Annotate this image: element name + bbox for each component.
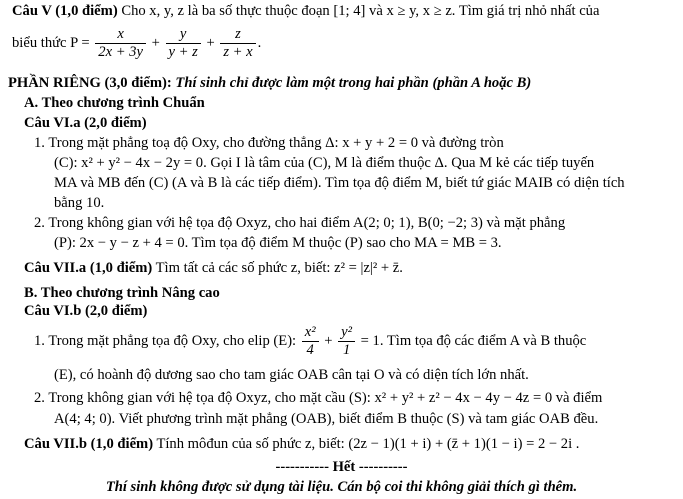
q7a-text: Tìm tất cả các số phức z, biết: z² = |z|² + z̄. [152,260,403,276]
rieng-heading [8,74,531,92]
q6b-p2-line2: A(4; 4; 0). Viết phương trình mặt phẳng (OAB), biết điểm B thuộc (S) và tam giác OAB đều. [54,411,599,427]
rieng-text: Thí sinh chỉ được làm một trong hai phần (phần A hoặc B) [171,75,532,91]
q5-line1 [12,2,599,20]
footer-note: Thí sinh không được sử dụng tài liệu. Cán bộ coi thi không giải thích gì thêm. [105,479,578,495]
q6b-p2-line1: 2. Trong không gian với hệ tọa độ Oxyz, cho mặt cầu (S): x² + y² + z² − 4x − 4y − 4z = 0 và điểm [34,390,603,406]
ellipse-fraction-x: $\frac{\text{x²}}{4}$ [302,324,319,359]
q5-label: Câu V (1,0 điểm) [12,3,118,19]
q6b-p1-line1: 1. Trong mặt phẳng tọa độ Oxy, cho elip (E): $\frac{\text{x²}}{4}$ + $\frac{\text{y²}}{1}$ = 1. Tìm tọa độ các điểm A và B thuộc [34,324,587,358]
q6b-p1-line2: (E), có hoành độ dương sao cho tam giác OAB cân tại O và có diện tích lớn nhất. [54,367,529,383]
q5-fraction-1: $\frac{x}{2x + 3y}$ [95,26,146,61]
ellipse-fraction-y: $\frac{\text{y²}}{1}$ [338,324,355,359]
q7b-text: Tính môđun của số phức z, biết: (2z − 1)(1 + i) + (z̄ + 1)(1 − i) = 2 − 2i . [153,436,580,452]
q6a-p1-line1: 1. Trong mặt phẳng toạ độ Oxy, cho đường thẳng Δ: x + y + 2 = 0 và đường tròn [34,135,504,151]
section-a-title: A. Theo chương trình Chuẩn [24,95,205,111]
q6a-label: Câu VI.a (2,0 điểm) [24,115,147,131]
q5-text2: biểu thức P = [12,34,94,51]
q5-line2: biểu thức P = $\frac{x}{2x + 3y}$ + $\frac{y}{y + z}$ + $\frac{z}{z + x}$ . [12,26,262,60]
section-b-title: B. Theo chương trình Nâng cao [24,285,220,301]
q7a-line [24,259,403,277]
q7b-line [24,435,579,453]
q7b-label: Câu VII.b (1,0 điểm) [24,436,154,452]
q5-fraction-3: $\frac{z}{z + x}$ [220,26,255,61]
q6a-p1-line4: bằng 10. [54,195,105,211]
q5-fraction-2: $\frac{y}{y + z}$ [166,26,201,61]
het-line: ----------- Hết ---------- [275,459,408,475]
q5-text1: Cho x, y, z là ba số thực thuộc đoạn [1; 4] và x ≥ y, x ≥ z. Tìm giá trị nhỏ nhất của [117,3,600,19]
q6a-p1-line2: (C): x² + y² − 4x − 2y = 0. Gọi I là tâm của (C), M là điểm thuộc Δ. Qua M kẻ các tiếp tuyến [54,155,595,171]
rieng-label: PHẦN RIÊNG (3,0 điểm): [8,75,172,91]
q6b-label: Câu VI.b (2,0 điểm) [24,303,148,319]
q6a-p1-line3: MA và MB đến (C) (A và B là các tiếp điểm). Tìm tọa độ điểm M, biết tứ giác MAIB có diện tích [54,175,625,191]
q6a-p2-line2: (P): 2x − y − z + 4 = 0. Tìm tọa độ điểm M thuộc (P) sao cho MA = MB = 3. [54,235,502,251]
q6a-p2-line1: 2. Trong không gian với hệ tọa độ Oxyz, cho hai điểm A(2; 0; 1), B(0; −2; 3) và mặt phẳng [34,215,566,231]
q7a-label: Câu VII.a (1,0 điểm) [24,260,153,276]
